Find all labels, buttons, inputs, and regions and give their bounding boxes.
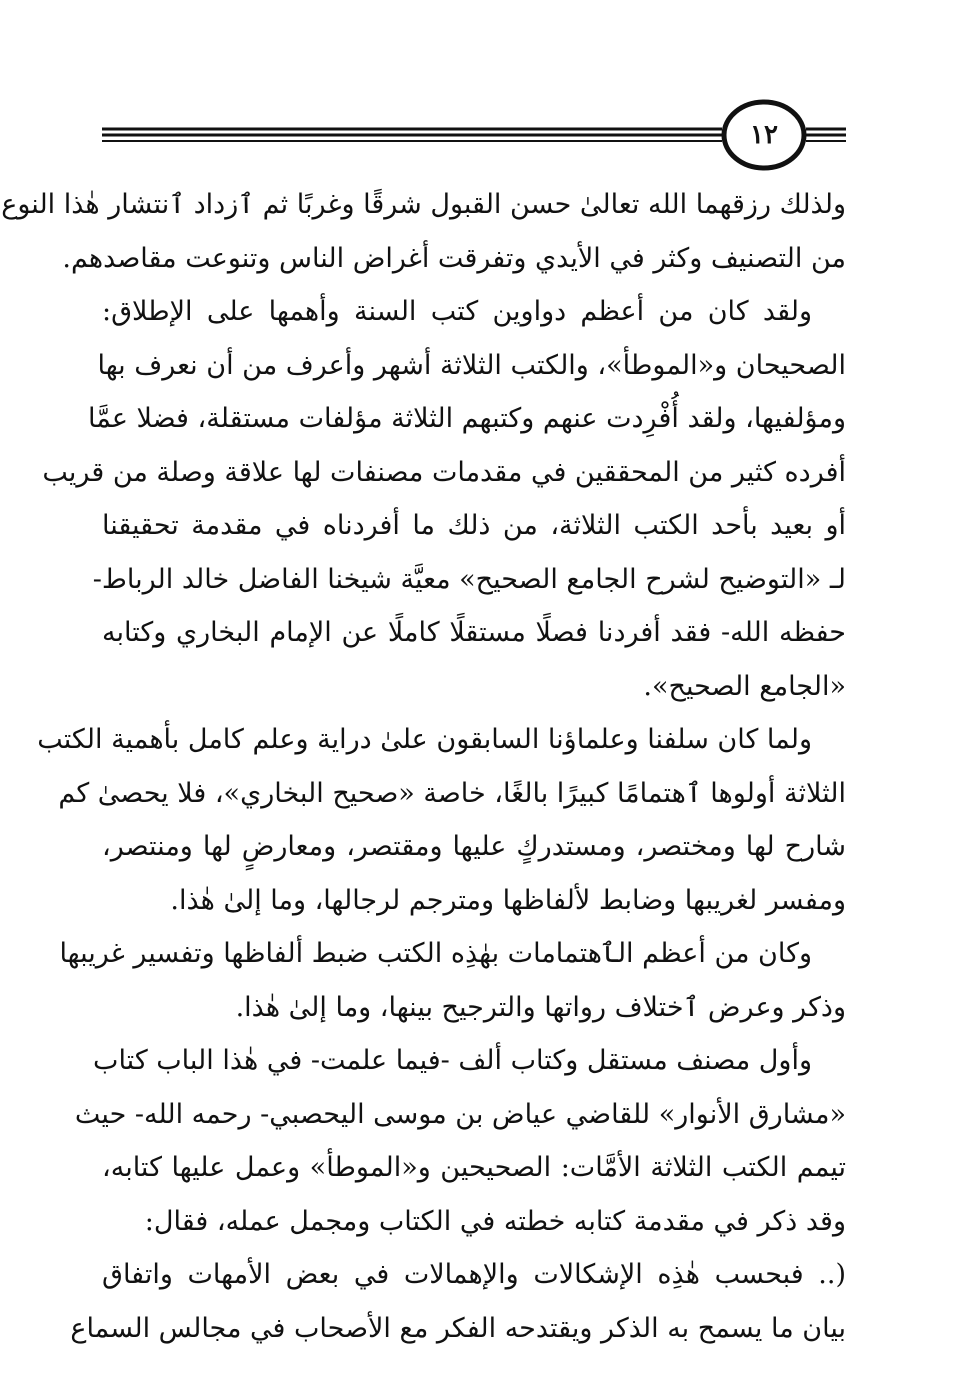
- text-line: وأول مصنف مستقل وكتاب ألف -فيما علمت- في هٰذا الباب كتاب: [93, 1045, 812, 1076]
- text-line: وكان من أعظم الٱهتمامات بهٰذِه الكتب ضبط ألفاظها وتفسير غريبها: [59, 938, 812, 969]
- page-header: [100, 98, 850, 168]
- text-line: وذكر وعرض ٱختلاف رواتها والترجيح بينها، وما إلىٰ هٰذا.: [235, 991, 846, 1023]
- text-line: أفرده كثير من المحققين في مقدمات مصنفات لها علاقة وصلة من قريب: [42, 456, 846, 488]
- body-text: [1, 178, 846, 1355]
- text-line: ومفسر لغريبها وضابط لألفاظها ومترجم لرجالها، وما إلىٰ هٰذا.: [170, 884, 846, 916]
- text-line: وقد ذكر في مقدمة كتابه خطته في الكتاب ومجمل عمله، فقال:: [144, 1205, 846, 1237]
- text-line: لـ «التوضيح لشرح الجامع الصحيح» معيَّة شيخنا الفاضل خالد الرباط-: [92, 563, 846, 595]
- text-line: بيان ما يسمح به الذكر ويقتدحه الفكر مع الأصحاب في مجالس السماع: [70, 1312, 846, 1344]
- text-line: تيمم الكتب الثلاثة الأمَّات: الصحيحين و«الموطأ» وعمل عليها كتابه،: [102, 1152, 846, 1183]
- text-line: من التصنيف وكثر في الأيدي وتفرقت أغراض الناس وتنوعت مقاصدهم.: [62, 242, 846, 274]
- text-line: شارح لها ومختصر، ومستدركٍ عليها ومقتصر، ومعارضٍ لها ومنتصر،: [102, 831, 846, 862]
- text-line: أو بعيد بأحد الكتب الثلاثة، من ذلك ما أفردناه في مقدمة تحقيقنا: [102, 510, 846, 541]
- text-line: «مشارق الأنوار» للقاضي عياض بن موسى اليحصبي- رحمه الله- حيث: [74, 1098, 846, 1130]
- page-number: ١٢: [750, 120, 778, 150]
- text-line: الثلاثة أولوها ٱهتمامًا كبيرًا بالغًا، خاصة «صحيح البخاري»، فلا يحصىٰ كم: [58, 777, 846, 809]
- text-line: ومؤلفيها، ولقد أُفْرِدت عنهم وكتبهم الثلاثة مؤلفات مستقلة، فضلا عمَّا: [87, 403, 846, 434]
- text-line: حفظه الله- فقد أفردنا فصلًا مستقلًا كاملًا عن الإمام البخاري وكتابه: [102, 617, 846, 648]
- text-line: «الجامع الصحيح».: [643, 670, 846, 702]
- text-line: ولما كان سلفنا وعلماؤنا السابقون علىٰ دراية وعلم كامل بأهمية الكتب: [37, 724, 812, 755]
- text-line: ولذلك رزقهما الله تعالىٰ حسن القبول شرقًا وغربًا ثم ٱزداد ٱنتشار هٰذا النوع: [1, 189, 846, 220]
- text-line: ولقد كان من أعظم دواوين كتب السنة وأهمها على الإطلاق:: [102, 296, 812, 327]
- text-line: الصحيحان و«الموطأ»، والكتب الثلاثة أشهر وأعرف من أن نعرف بها: [97, 349, 846, 381]
- text-line: (.. فبحسب هٰذِه الإشكالات والإهمالات في بعض الأمهات واتفاق: [102, 1259, 846, 1290]
